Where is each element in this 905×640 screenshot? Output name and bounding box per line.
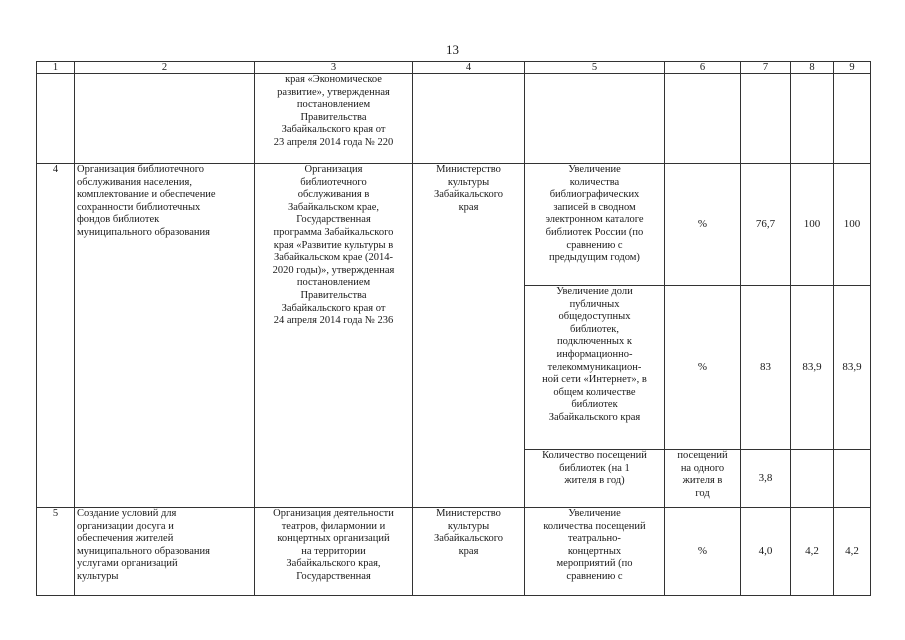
row-number: 4 xyxy=(37,164,75,508)
indicator-value-8: 100 xyxy=(791,164,834,286)
program-cell-continued: края «Экономическое развитие», утвержденная постановлением Правительства Забайкальского края от 23 апреля 2014 года № 220 xyxy=(255,74,413,164)
indicator-unit: % xyxy=(665,508,741,596)
indicator-value-8 xyxy=(791,450,834,508)
ministry-cell: Министерство культуры Забайкальского края xyxy=(413,164,525,508)
table-row xyxy=(37,508,871,596)
column-number: 2 xyxy=(75,62,255,74)
program-cell: Организация библиотечного обслуживания в Забайкальском крае, Государственная программа Забайкальского края «Развитие культуры в Забайкальском крае (2014- 2020 годы)», утвержденная постановлением Правительства Забайкальского края от 24 апреля 2014 года № 236 xyxy=(255,164,413,508)
page-number: 13 xyxy=(446,42,459,57)
column-number: 7 xyxy=(741,62,791,74)
column-number-row xyxy=(37,62,871,74)
indicator-value-7: 76,7 xyxy=(741,164,791,286)
indicator-value-8: 4,2 xyxy=(791,508,834,596)
indicator-unit: % xyxy=(665,164,741,286)
indicator-unit: посещений на одного жителя в год xyxy=(665,450,741,508)
indicator-name: Увеличение количества библиографических записей в сводном электронном каталоге библиотек России (по сравнению с предыдущим годом) xyxy=(525,164,665,286)
continuation-row xyxy=(37,74,871,164)
indicator-unit: % xyxy=(665,286,741,450)
indicator-value-9: 83,9 xyxy=(834,286,871,450)
indicator-value-9 xyxy=(834,450,871,508)
indicator-name: Увеличение количества посещений театрально- концертных мероприятий (по сравнению с xyxy=(525,508,665,596)
task-cell: Организация библиотечного обслуживания населения, комплектование и обеспечение сохранности библиотечных фондов библиотек муниципального образования xyxy=(75,164,255,508)
indicator-name: Увеличение доли публичных общедоступных библиотек, подключенных к информационно- телекоммуникацион- ной сети «Интернет», в общем количестве библиотек Забайкальского края xyxy=(525,286,665,450)
indicator-value-8: 83,9 xyxy=(791,286,834,450)
column-number: 6 xyxy=(665,62,741,74)
table-row xyxy=(37,164,871,286)
column-number: 4 xyxy=(413,62,525,74)
row-number: 5 xyxy=(37,508,75,596)
indicator-value-7: 83 xyxy=(741,286,791,450)
indicator-value-9: 4,2 xyxy=(834,508,871,596)
column-number: 9 xyxy=(834,62,871,74)
column-number: 8 xyxy=(791,62,834,74)
ministry-cell: Министерство культуры Забайкальского края xyxy=(413,508,525,596)
column-number: 1 xyxy=(37,62,75,74)
column-number: 3 xyxy=(255,62,413,74)
program-table xyxy=(36,61,871,596)
indicator-value-9: 100 xyxy=(834,164,871,286)
column-number: 5 xyxy=(525,62,665,74)
indicator-value-7: 3,8 xyxy=(741,450,791,508)
task-cell: Создание условий для организации досуга и обеспечения жителей муниципального образования услугами организаций культуры xyxy=(75,508,255,596)
program-cell: Организация деятельности театров, филармонии и концертных организаций на территории Забайкальского края, Государственная xyxy=(255,508,413,596)
indicator-name: Количество посещений библиотек (на 1 жителя в год) xyxy=(525,450,665,508)
indicator-value-7: 4,0 xyxy=(741,508,791,596)
